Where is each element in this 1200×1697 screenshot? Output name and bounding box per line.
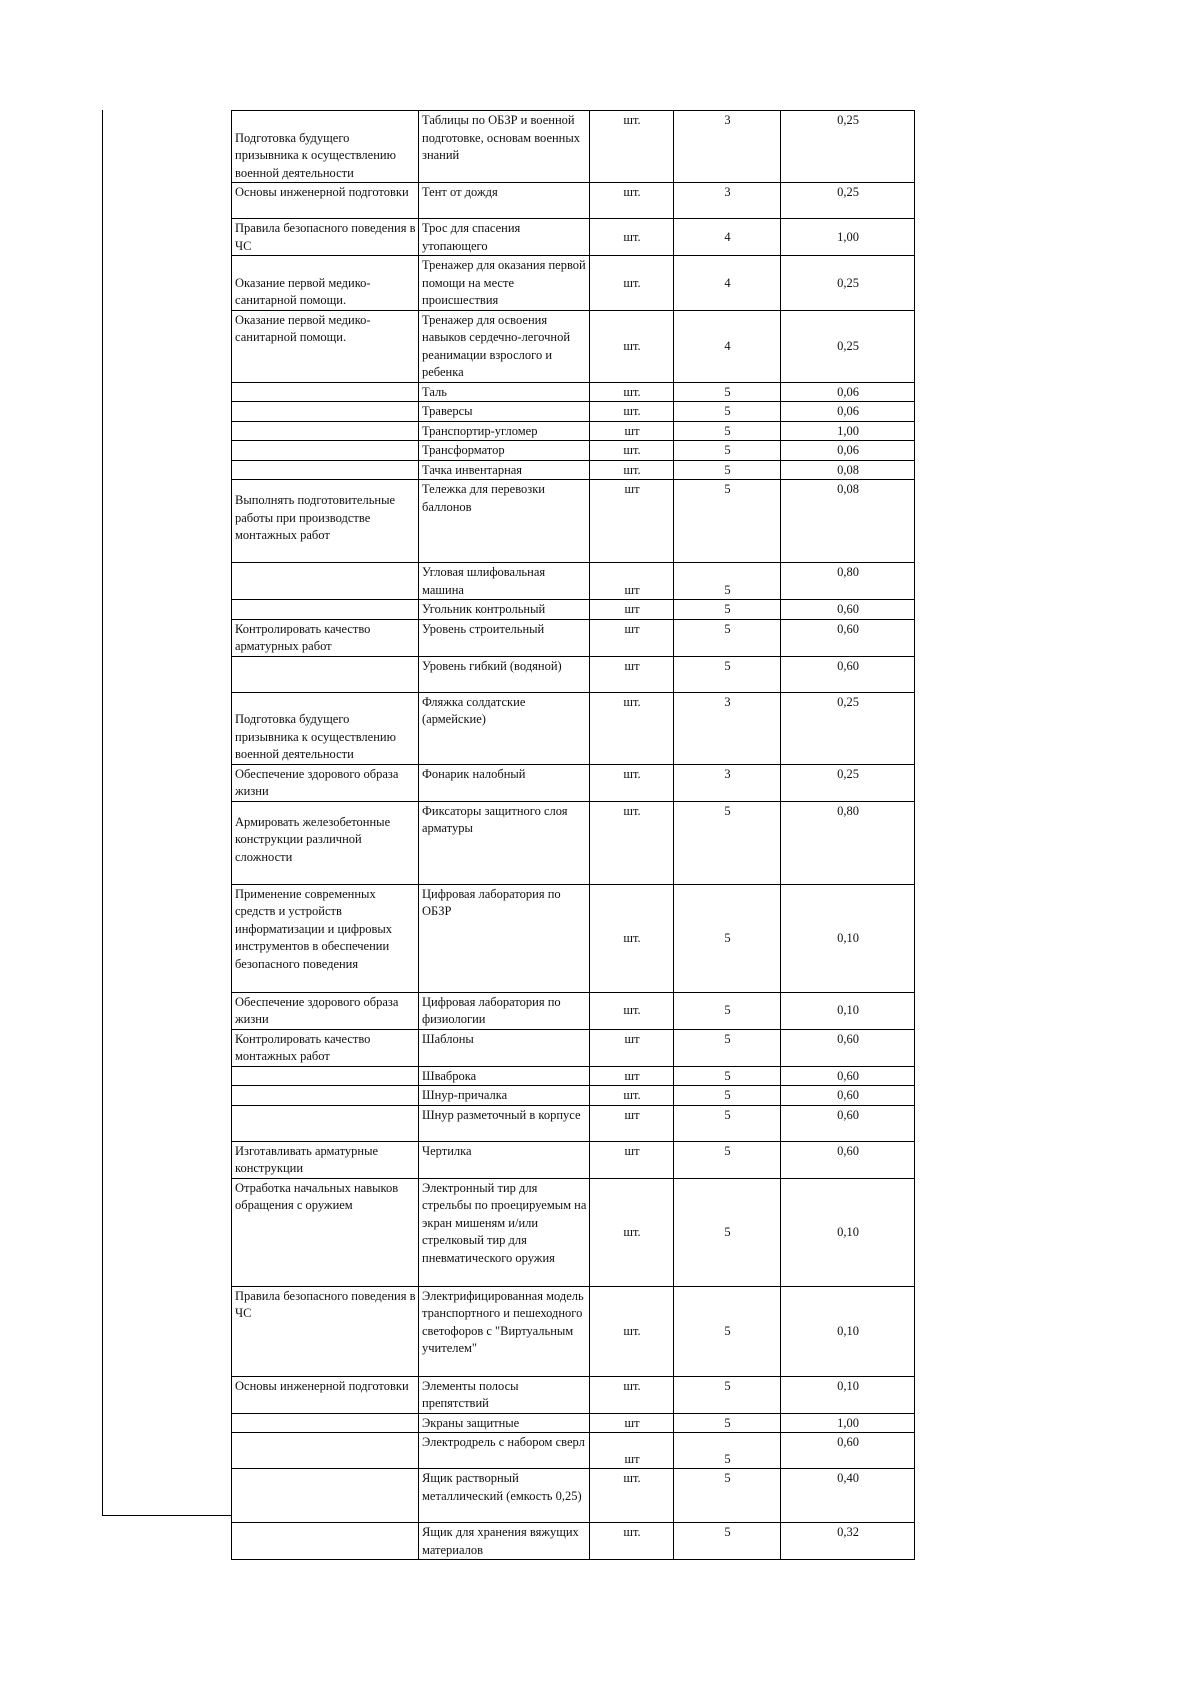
equipment-name-cell: Таль — [419, 382, 590, 402]
quantity-cell: 5 — [674, 884, 781, 992]
competency-cell: Изготавливать арматурные конструкции — [232, 1141, 419, 1178]
quantity-cell: 5 — [674, 1178, 781, 1286]
equipment-name-cell: Шваброка — [419, 1066, 590, 1086]
competency-cell: Контролировать качество монтажных работ — [232, 1029, 419, 1066]
competency-cell — [232, 656, 419, 692]
quantity-cell: 4 — [674, 219, 781, 256]
unit-cell: шт. — [590, 1286, 674, 1376]
coefficient-cell: 0,25 — [781, 256, 915, 311]
coefficient-cell: 0,25 — [781, 310, 915, 382]
coefficient-cell: 0,60 — [781, 1141, 915, 1178]
unit-cell: шт — [590, 600, 674, 620]
unit-cell: шт. — [590, 441, 674, 461]
equipment-name-cell: Таблицы по ОБЗР и военной подготовке, основам военных знаний — [419, 111, 590, 183]
equipment-name-cell: Угловая шлифовальная машина — [419, 563, 590, 600]
outer-left-border — [102, 110, 103, 1516]
equipment-name-cell: Чертилка — [419, 1141, 590, 1178]
unit-cell: шт. — [590, 183, 674, 219]
table-row — [232, 310, 915, 382]
competency-cell — [232, 1413, 419, 1433]
table-row — [232, 382, 915, 402]
competency-cell: Выполнять подготовительные работы при производстве монтажных работ — [232, 480, 419, 563]
table-row — [232, 1376, 915, 1413]
quantity-cell: 5 — [674, 1141, 781, 1178]
competency-cell: Контролировать качество арматурных работ — [232, 619, 419, 656]
table-row — [232, 656, 915, 692]
quantity-cell: 5 — [674, 1433, 781, 1469]
equipment-name-cell: Тренажер для освоения навыков сердечно-легочной реанимации взрослого и ребенка — [419, 310, 590, 382]
coefficient-cell: 0,80 — [781, 563, 915, 600]
coefficient-cell: 1,00 — [781, 421, 915, 441]
quantity-cell: 5 — [674, 1413, 781, 1433]
table-row — [232, 1286, 915, 1376]
table-row — [232, 402, 915, 422]
unit-cell: шт. — [590, 219, 674, 256]
table-row — [232, 619, 915, 656]
unit-cell: шт. — [590, 992, 674, 1029]
coefficient-cell: 0,60 — [781, 1066, 915, 1086]
equipment-name-cell: Цифровая лаборатория по ОБЗР — [419, 884, 590, 992]
equipment-name-cell: Фляжка солдатские (армейские) — [419, 692, 590, 764]
unit-cell: шт. — [590, 692, 674, 764]
competency-cell — [232, 402, 419, 422]
equipment-table-body — [232, 111, 915, 1560]
coefficient-cell: 0,60 — [781, 600, 915, 620]
competency-cell — [232, 1523, 419, 1560]
competency-cell — [232, 382, 419, 402]
quantity-cell: 5 — [674, 619, 781, 656]
coefficient-cell: 0,10 — [781, 1376, 915, 1413]
equipment-name-cell: Экраны защитные — [419, 1413, 590, 1433]
unit-cell: шт — [590, 1413, 674, 1433]
quantity-cell: 5 — [674, 441, 781, 461]
table-row — [232, 600, 915, 620]
quantity-cell: 5 — [674, 402, 781, 422]
competency-cell: Подготовка будущего призывника к осуществлению военной деятельности — [232, 692, 419, 764]
equipment-name-cell: Траверсы — [419, 402, 590, 422]
coefficient-cell: 0,25 — [781, 111, 915, 183]
equipment-name-cell: Угольник контрольный — [419, 600, 590, 620]
equipment-name-cell: Трансформатор — [419, 441, 590, 461]
quantity-cell: 5 — [674, 1376, 781, 1413]
coefficient-cell: 0,32 — [781, 1523, 915, 1560]
quantity-cell: 5 — [674, 801, 781, 884]
coefficient-cell: 0,10 — [781, 1286, 915, 1376]
unit-cell: шт. — [590, 111, 674, 183]
unit-cell: шт — [590, 1433, 674, 1469]
unit-cell: шт — [590, 1029, 674, 1066]
competency-cell: Оказание первой медико-санитарной помощи. — [232, 256, 419, 311]
coefficient-cell: 0,60 — [781, 1433, 915, 1469]
competency-cell — [232, 1433, 419, 1469]
unit-cell: шт — [590, 1141, 674, 1178]
coefficient-cell: 0,10 — [781, 992, 915, 1029]
table-row — [232, 1178, 915, 1286]
table-row — [232, 692, 915, 764]
coefficient-cell: 0,06 — [781, 402, 915, 422]
unit-cell: шт. — [590, 1523, 674, 1560]
quantity-cell: 5 — [674, 1523, 781, 1560]
coefficient-cell: 0,08 — [781, 460, 915, 480]
table-row — [232, 1141, 915, 1178]
unit-cell: шт. — [590, 801, 674, 884]
coefficient-cell: 0,60 — [781, 619, 915, 656]
quantity-cell: 3 — [674, 764, 781, 801]
table-row — [232, 480, 915, 563]
competency-cell — [232, 1066, 419, 1086]
unit-cell: шт. — [590, 1178, 674, 1286]
quantity-cell: 4 — [674, 256, 781, 311]
equipment-name-cell: Фиксаторы защитного слоя арматуры — [419, 801, 590, 884]
quantity-cell: 5 — [674, 1029, 781, 1066]
unit-cell: шт. — [590, 310, 674, 382]
competency-cell — [232, 421, 419, 441]
equipment-name-cell: Электрифицированная модель транспортного и пешеходного светофоров с "Виртуальным учителем" — [419, 1286, 590, 1376]
competency-cell: Оказание первой медико-санитарной помощи. — [232, 310, 419, 382]
table-row — [232, 801, 915, 884]
outer-bottom-border — [102, 1515, 232, 1516]
unit-cell: шт. — [590, 256, 674, 311]
quantity-cell: 5 — [674, 460, 781, 480]
equipment-name-cell: Электродрель с набором сверл — [419, 1433, 590, 1469]
coefficient-cell: 0,08 — [781, 480, 915, 563]
equipment-name-cell: Шаблоны — [419, 1029, 590, 1066]
table-row — [232, 1523, 915, 1560]
coefficient-cell: 0,06 — [781, 441, 915, 461]
unit-cell: шт. — [590, 764, 674, 801]
coefficient-cell: 0,10 — [781, 1178, 915, 1286]
quantity-cell: 5 — [674, 421, 781, 441]
coefficient-cell: 0,10 — [781, 884, 915, 992]
competency-cell — [232, 1105, 419, 1141]
competency-cell — [232, 1469, 419, 1523]
quantity-cell: 3 — [674, 111, 781, 183]
coefficient-cell: 0,60 — [781, 1105, 915, 1141]
quantity-cell: 5 — [674, 1286, 781, 1376]
table-row — [232, 1029, 915, 1066]
quantity-cell: 5 — [674, 992, 781, 1029]
equipment-name-cell: Трос для спасения утопающего — [419, 219, 590, 256]
equipment-name-cell: Тележка для перевозки баллонов — [419, 480, 590, 563]
equipment-name-cell: Шнур-причалка — [419, 1086, 590, 1106]
equipment-name-cell: Фонарик налобный — [419, 764, 590, 801]
competency-cell: Применение современных средств и устройств информатизации и цифровых инструментов в обеспечении безопасного поведения — [232, 884, 419, 992]
quantity-cell: 5 — [674, 382, 781, 402]
equipment-name-cell: Тачка инвентарная — [419, 460, 590, 480]
equipment-name-cell: Цифровая лаборатория по физиологии — [419, 992, 590, 1029]
quantity-cell: 5 — [674, 1066, 781, 1086]
table-row — [232, 256, 915, 311]
unit-cell: шт. — [590, 884, 674, 992]
unit-cell: шт. — [590, 402, 674, 422]
equipment-name-cell: Элементы полосы препятствий — [419, 1376, 590, 1413]
quantity-cell: 5 — [674, 1086, 781, 1106]
table-row — [232, 219, 915, 256]
unit-cell: шт — [590, 421, 674, 441]
table-row — [232, 1433, 915, 1469]
competency-cell: Подготовка будущего призывника к осуществлению военной деятельности — [232, 111, 419, 183]
table-row — [232, 992, 915, 1029]
coefficient-cell: 0,40 — [781, 1469, 915, 1523]
quantity-cell: 4 — [674, 310, 781, 382]
coefficient-cell: 0,60 — [781, 1086, 915, 1106]
quantity-cell: 5 — [674, 600, 781, 620]
table-row — [232, 111, 915, 183]
equipment-name-cell: Транспортир-угломер — [419, 421, 590, 441]
equipment-name-cell: Ящик растворный металлический (емкость 0,25) — [419, 1469, 590, 1523]
equipment-name-cell: Ящик для хранения вяжущих материалов — [419, 1523, 590, 1560]
table-row — [232, 764, 915, 801]
competency-cell: Обеспечение здорового образа жизни — [232, 764, 419, 801]
unit-cell: шт — [590, 1066, 674, 1086]
table-row — [232, 1469, 915, 1523]
competency-cell: Правила безопасного поведения в ЧС — [232, 219, 419, 256]
coefficient-cell: 1,00 — [781, 219, 915, 256]
coefficient-cell: 0,60 — [781, 1029, 915, 1066]
coefficient-cell: 0,06 — [781, 382, 915, 402]
table-row — [232, 183, 915, 219]
competency-cell — [232, 563, 419, 600]
quantity-cell: 5 — [674, 480, 781, 563]
equipment-name-cell: Тренажер для оказания первой помощи на месте происшествия — [419, 256, 590, 311]
competency-cell — [232, 600, 419, 620]
competency-cell: Армировать железобетонные конструкции различной сложности — [232, 801, 419, 884]
competency-cell: Отработка начальных навыков обращения с оружием — [232, 1178, 419, 1286]
competency-cell: Правила безопасного поведения в ЧС — [232, 1286, 419, 1376]
equipment-name-cell: Шнур разметочный в корпусе — [419, 1105, 590, 1141]
coefficient-cell: 0,60 — [781, 656, 915, 692]
equipment-name-cell: Уровень строительный — [419, 619, 590, 656]
coefficient-cell: 0,25 — [781, 692, 915, 764]
unit-cell: шт. — [590, 1376, 674, 1413]
quantity-cell: 5 — [674, 563, 781, 600]
quantity-cell: 5 — [674, 1469, 781, 1523]
table-row — [232, 1413, 915, 1433]
competency-cell — [232, 1086, 419, 1106]
equipment-table — [231, 110, 915, 1560]
unit-cell: шт. — [590, 1469, 674, 1523]
table-row — [232, 884, 915, 992]
unit-cell: шт — [590, 1105, 674, 1141]
table-row — [232, 421, 915, 441]
equipment-name-cell: Электронный тир для стрельбы по проецируемым на экран мишеням и/или стрелковый тир для пневматического оружия — [419, 1178, 590, 1286]
unit-cell: шт — [590, 480, 674, 563]
coefficient-cell: 0,25 — [781, 764, 915, 801]
coefficient-cell: 0,80 — [781, 801, 915, 884]
equipment-name-cell: Тент от дождя — [419, 183, 590, 219]
table-row — [232, 1105, 915, 1141]
quantity-cell: 5 — [674, 656, 781, 692]
table-row — [232, 1066, 915, 1086]
competency-cell: Основы инженерной подготовки — [232, 183, 419, 219]
unit-cell: шт — [590, 619, 674, 656]
table-row — [232, 563, 915, 600]
competency-cell: Обеспечение здорового образа жизни — [232, 992, 419, 1029]
competency-cell: Основы инженерной подготовки — [232, 1376, 419, 1413]
coefficient-cell: 1,00 — [781, 1413, 915, 1433]
unit-cell: шт. — [590, 460, 674, 480]
table-row — [232, 441, 915, 461]
unit-cell: шт. — [590, 382, 674, 402]
coefficient-cell: 0,25 — [781, 183, 915, 219]
unit-cell: шт — [590, 656, 674, 692]
table-row — [232, 1086, 915, 1106]
quantity-cell: 3 — [674, 692, 781, 764]
quantity-cell: 3 — [674, 183, 781, 219]
competency-cell — [232, 441, 419, 461]
unit-cell: шт — [590, 563, 674, 600]
equipment-name-cell: Уровень гибкий (водяной) — [419, 656, 590, 692]
unit-cell: шт. — [590, 1086, 674, 1106]
quantity-cell: 5 — [674, 1105, 781, 1141]
competency-cell — [232, 460, 419, 480]
table-row — [232, 460, 915, 480]
